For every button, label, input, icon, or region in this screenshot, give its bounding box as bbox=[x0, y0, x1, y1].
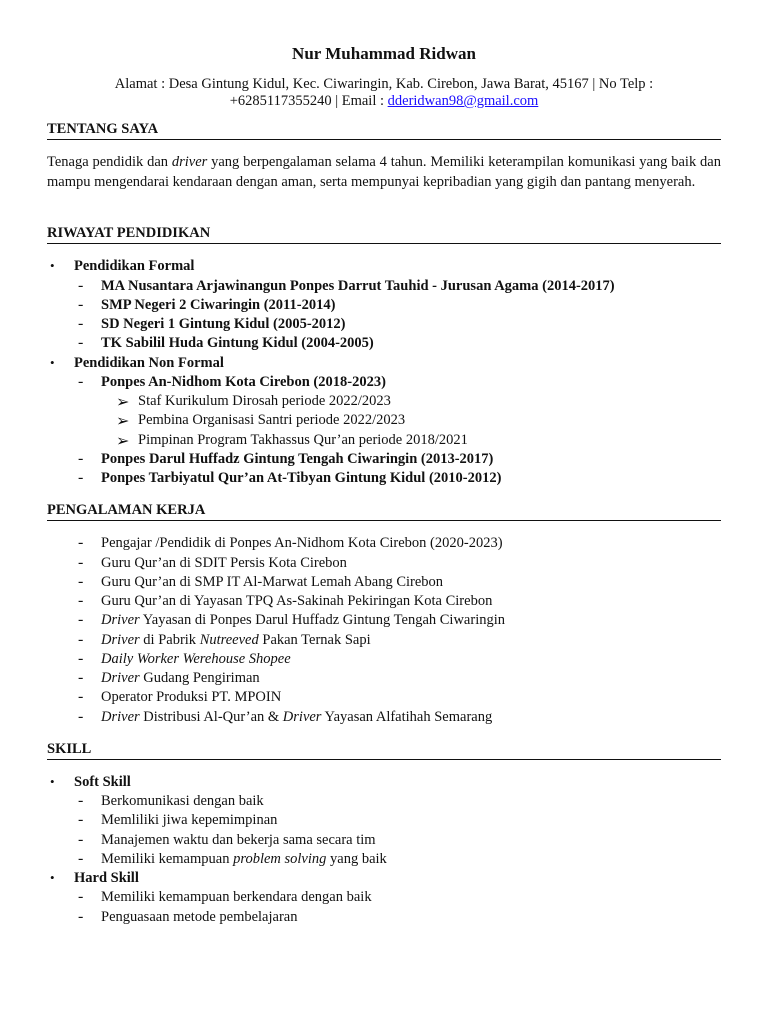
dash-icon: - bbox=[78, 650, 84, 667]
arrow-icon: ➢ bbox=[116, 433, 130, 450]
dash-icon: - bbox=[78, 688, 84, 705]
arrow-icon: ➢ bbox=[116, 413, 130, 430]
bullet-icon: • bbox=[50, 870, 55, 885]
address-line: Alamat : Desa Gintung Kidul, Kec. Ciwaringin, Kab. Cirebon, Jawa Barat, 45167 | No Telp : bbox=[114, 76, 654, 92]
work-item: Driver Yayasan di Ponpes Darul Huffadz Gintung Tengah Ciwaringin bbox=[101, 612, 506, 628]
work-item: Pengajar /Pendidik di Ponpes An-Nidhom Kota Cirebon (2020-2023) bbox=[101, 535, 503, 551]
dash-icon: - bbox=[78, 469, 84, 486]
about-italic: driver bbox=[171, 154, 208, 170]
dash-icon: - bbox=[78, 534, 84, 551]
work-item: Guru Qur’an di SMP IT Al-Marwat Lemah Abang Cirebon bbox=[101, 574, 444, 590]
bullet-icon: • bbox=[50, 355, 55, 370]
dash-icon: - bbox=[78, 592, 84, 609]
education-nonformal-item: Ponpes Tarbiyatul Qur’an At-Tibyan Gintung Kidul (2010-2012) bbox=[101, 470, 502, 486]
dash-icon: - bbox=[78, 631, 84, 648]
about-paragraph: Tenaga pendidik dan driver yang berpengalaman selama 4 tahun. Memiliki keterampilan komunikasi yang baik dan mampu mengendarai kendaraan dengan aman, serta mempunyai kepribadian yang gigih dan pantang menyerah. bbox=[47, 154, 721, 190]
dash-icon: - bbox=[78, 334, 84, 351]
hard-skill-label: Hard Skill bbox=[74, 870, 139, 886]
education-nonformal-item: Ponpes Darul Huffadz Gintung Tengah Ciwaringin (2013-2017) bbox=[101, 451, 494, 467]
resume-name: Nur Muhammad Ridwan bbox=[292, 44, 476, 63]
role-item: Pembina Organisasi Santri periode 2022/2023 bbox=[138, 412, 406, 428]
dash-icon: - bbox=[78, 611, 84, 628]
education-nonformal-label: Pendidikan Non Formal bbox=[74, 355, 224, 371]
education-formal-label: Pendidikan Formal bbox=[74, 258, 195, 274]
phone-text: +6285117355240 | Email : bbox=[229, 93, 388, 109]
section-heading-work: PENGALAMAN KERJA bbox=[47, 502, 721, 521]
work-item: Operator Produksi PT. MPOIN bbox=[101, 689, 282, 705]
hard-skill-item: Memiliki kemampuan berkendara dengan baik bbox=[101, 889, 372, 905]
soft-skill-item: Berkomunikasi dengan baik bbox=[101, 793, 264, 809]
dash-icon: - bbox=[78, 669, 84, 686]
education-formal-item: SD Negeri 1 Gintung Kidul (2005-2012) bbox=[101, 316, 346, 332]
bullet-icon: • bbox=[50, 774, 55, 789]
soft-skill-label: Soft Skill bbox=[74, 774, 131, 790]
soft-skill-item: Manajemen waktu dan bekerja sama secara tim bbox=[101, 832, 376, 848]
dash-icon: - bbox=[78, 315, 84, 332]
dash-icon: - bbox=[78, 831, 84, 848]
dash-icon: - bbox=[78, 554, 84, 571]
work-item: Guru Qur’an di SDIT Persis Kota Cirebon bbox=[101, 555, 347, 571]
work-item: Daily Worker Werehouse Shopee bbox=[101, 651, 291, 667]
role-item: Pimpinan Program Takhassus Qur’an periode 2018/2021 bbox=[138, 432, 468, 448]
dash-icon: - bbox=[78, 450, 84, 467]
education-formal-item: MA Nusantara Arjawinangun Ponpes Darrut Tauhid - Jurusan Agama (2014-2017) bbox=[101, 278, 615, 294]
contact-block bbox=[60, 76, 708, 110]
dash-icon: - bbox=[78, 296, 84, 313]
education-nonformal-item: Ponpes An-Nidhom Kota Cirebon (2018-2023) bbox=[101, 374, 386, 390]
work-item: Driver di Pabrik Nutreeved Pakan Ternak Sapi bbox=[101, 632, 371, 648]
section-heading-skill: SKILL bbox=[47, 741, 721, 760]
soft-skill-item: Memliliki jiwa kepemimpinan bbox=[101, 812, 278, 828]
email-link[interactable]: dderidwan98@gmail.com bbox=[387, 93, 539, 109]
section-heading-education: RIWAYAT PENDIDIKAN bbox=[47, 225, 721, 244]
section-heading-about: TENTANG SAYA bbox=[47, 121, 721, 140]
dash-icon: - bbox=[78, 811, 84, 828]
dash-icon: - bbox=[78, 708, 84, 725]
education-formal-item: TK Sabilil Huda Gintung Kidul (2004-2005) bbox=[101, 335, 374, 351]
dash-icon: - bbox=[78, 888, 84, 905]
work-item: Driver Gudang Pengiriman bbox=[101, 670, 260, 686]
soft-skill-item: Memiliki kemampuan problem solving yang baik bbox=[101, 851, 387, 867]
dash-icon: - bbox=[78, 373, 84, 390]
work-item: Driver Distribusi Al-Qur’an & Driver Yayasan Alfatihah Semarang bbox=[101, 709, 493, 725]
work-item: Guru Qur’an di Yayasan TPQ As-Sakinah Pekiringan Kota Cirebon bbox=[101, 593, 493, 609]
education-formal-item: SMP Negeri 2 Ciwaringin (2011-2014) bbox=[101, 297, 336, 313]
phone-email-line bbox=[60, 93, 708, 110]
dash-icon: - bbox=[78, 277, 84, 294]
dash-icon: - bbox=[78, 908, 84, 925]
role-item: Staf Kurikulum Dirosah periode 2022/2023 bbox=[138, 393, 391, 409]
bullet-icon: • bbox=[50, 258, 55, 273]
dash-icon: - bbox=[78, 850, 84, 867]
dash-icon: - bbox=[78, 573, 84, 590]
dash-icon: - bbox=[78, 792, 84, 809]
arrow-icon: ➢ bbox=[116, 394, 130, 411]
hard-skill-item: Penguasaan metode pembelajaran bbox=[101, 909, 298, 925]
